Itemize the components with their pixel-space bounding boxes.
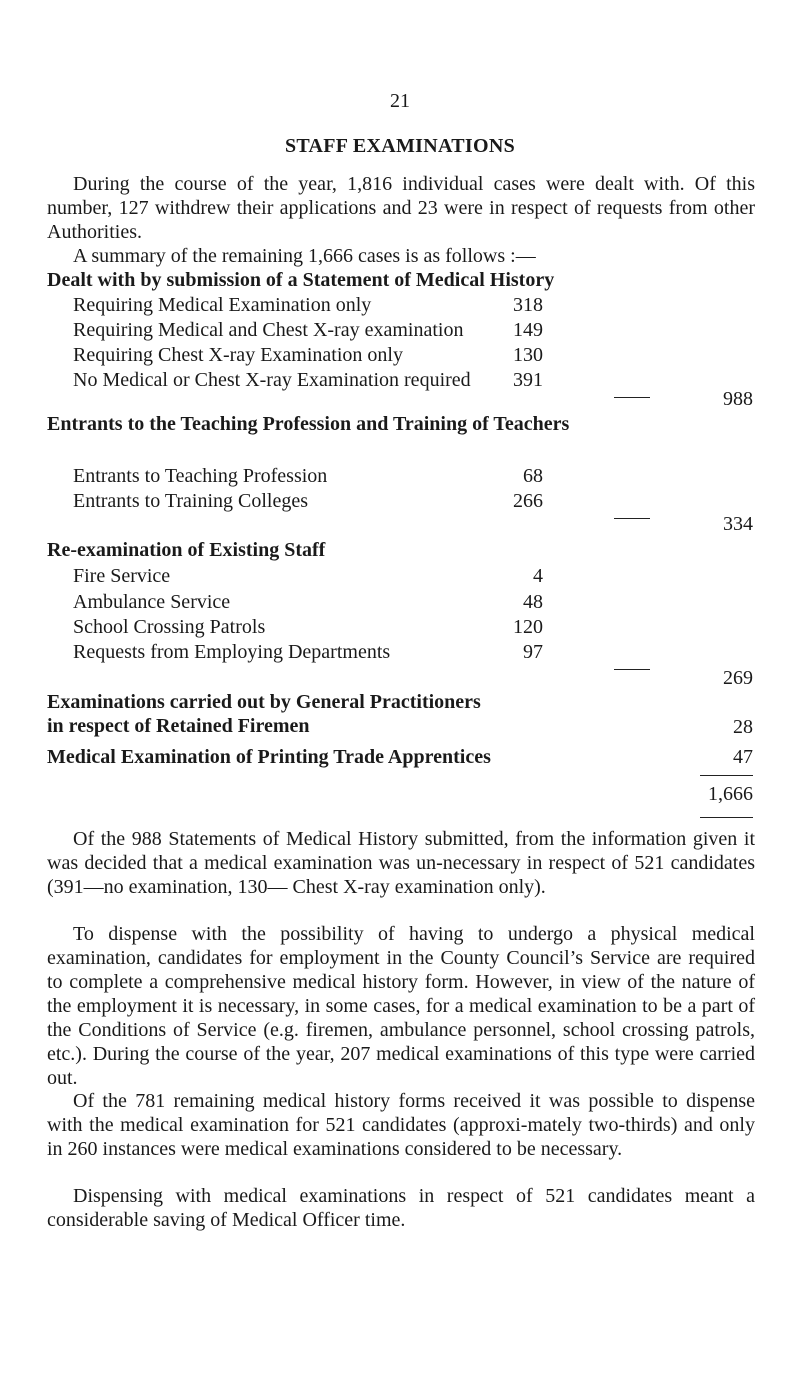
item-label: Entrants to Training Colleges	[73, 490, 308, 512]
subtotal-dash	[614, 669, 650, 670]
item-value: 97	[523, 641, 543, 663]
list-item	[73, 293, 753, 317]
total-rule-bottom	[700, 817, 753, 818]
item-value: 318	[513, 294, 543, 316]
item-value: 149	[513, 319, 543, 341]
summary-intro: A summary of the remaining 1,666 cases is as follows :—	[73, 245, 536, 267]
item-value: 391	[513, 369, 543, 391]
page-title: STAFF EXAMINATIONS	[284, 135, 516, 157]
item-label: Requests from Employing Departments	[73, 641, 391, 663]
list-item	[73, 343, 753, 367]
item-value: 68	[523, 465, 543, 487]
section-heading: Medical Examination of Printing Trade Apprentices	[47, 746, 491, 768]
list-item	[73, 318, 753, 342]
subtotal-dash	[614, 397, 650, 398]
item-label: Entrants to Teaching Profession	[73, 465, 328, 487]
item-value: 266	[513, 490, 543, 512]
list-item	[73, 564, 753, 588]
section-subtotal: 28	[733, 716, 753, 738]
list-item	[73, 590, 753, 614]
section-subtotal: 269	[723, 667, 753, 689]
closing-paragraph: Dispensing with medical examinations in respect of 521 candidates meant a considerable saving of Medical Officer time.	[47, 1185, 755, 1231]
section-heading: Re-examination of Existing Staff	[47, 539, 326, 561]
item-label: Fire Service	[73, 565, 171, 587]
item-value: 4	[533, 565, 543, 587]
list-item	[73, 464, 753, 488]
item-value: 48	[523, 591, 543, 613]
item-label: Requiring Medical and Chest X-ray examination	[73, 319, 464, 341]
list-item	[73, 640, 753, 664]
page-number: 21	[390, 90, 410, 112]
list-item	[73, 489, 753, 513]
item-label: Requiring Chest X-ray Examination only	[73, 344, 403, 366]
list-item	[73, 615, 753, 639]
item-value: 120	[513, 616, 543, 638]
closing-paragraph: Of the 781 remaining medical history forms received it was possible to dispense with the medical examination for 521 candidates (approxi-mately two-thirds) and only in 260 instances were medical examinations considered to be necessary.	[47, 1090, 755, 1160]
list-item	[73, 368, 753, 392]
item-label: School Crossing Patrols	[73, 616, 266, 638]
item-value: 130	[513, 344, 543, 366]
section-subtotal: 47	[733, 746, 753, 768]
item-label: No Medical or Chest X-ray Examination required	[73, 369, 471, 391]
section-subtotal: 988	[723, 388, 753, 410]
total-rule-top	[700, 775, 753, 776]
grand-total: 1,666	[708, 783, 753, 805]
closing-paragraph: Of the 988 Statements of Medical History submitted, from the information given it was decided that a medical examination was un-necessary in respect of 521 candidates (391—no examination, 130— Chest X-ray examination only).	[47, 828, 755, 898]
intro-paragraph: During the course of the year, 1,816 individual cases were dealt with. Of this number, 127 withdrew their applications and 23 were in respect of requests from other Authorities.	[47, 173, 755, 243]
section-heading: Dealt with by submission of a Statement of Medical History	[47, 269, 555, 291]
item-label: Requiring Medical Examination only	[73, 294, 372, 316]
section-heading: Entrants to the Teaching Profession and Training of Teachers	[47, 413, 570, 435]
section-subtotal: 334	[723, 513, 753, 535]
subtotal-dash	[614, 518, 650, 519]
item-label: Ambulance Service	[73, 591, 231, 613]
closing-paragraph: To dispense with the possibility of having to undergo a physical medical examination, candidates for employment in the County Council’s Service are required to complete a comprehensive medical history form. However, in view of the nature of the employment it is necessary, in some cases, for a medical examination to be a part of the Conditions of Service (e.g. firemen, ambulance personnel, school crossing patrols, etc.). During the course of the year, 207 medical examinations of this type were carried out.	[47, 923, 755, 1089]
section-heading: Examinations carried out by General Practitioners in respect of Retained Firemen	[47, 691, 481, 737]
